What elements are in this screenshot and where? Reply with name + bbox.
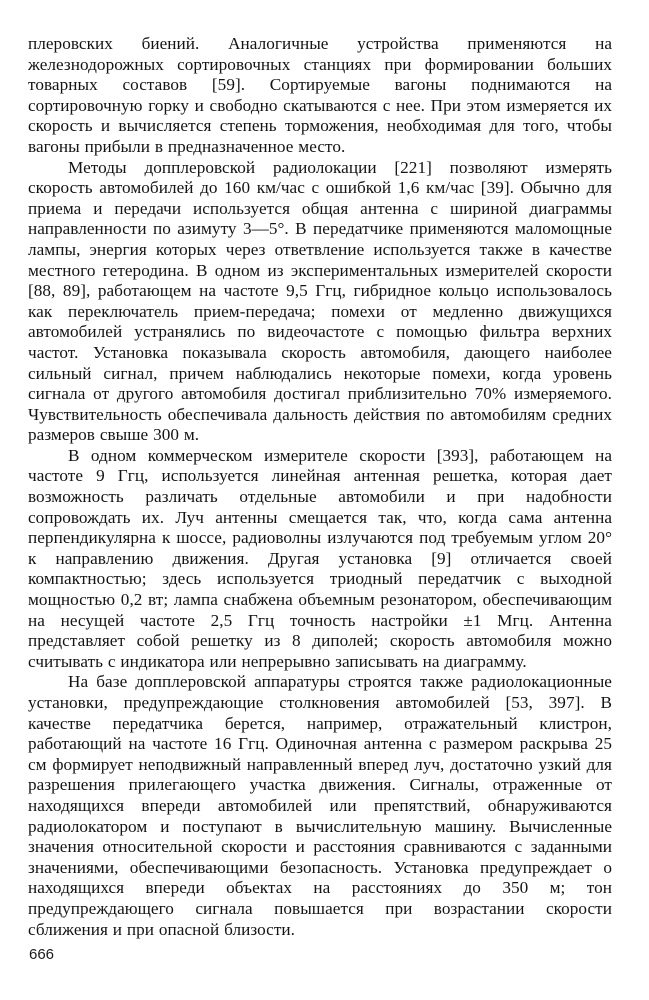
page-number: 666 <box>29 946 55 963</box>
paragraph-doppler-methods: Методы допплеровской радиолокации [221] позволяют измерять скорость автомобилей до 160 км/час с ошибкой 1,6 км/час [39]. Обычно для приема и передачи используется общая антенна с шириной диаграммы направленности по азимуту 3—5°. В передатчике применяются маломощные лампы, энергия которых через ответвление используется также в качестве местного гетеродина. В одном из экспериментальных измерителей скорости [88, 89], работающем на частоте 9,5 Ггц, гибридное кольцо использовалось как переключатель прием-передача; помехи от медленно движущихся автомобилей устранялись по видеочастоте с помощью фильтра верхних частот. Установка показывала скорость автомобиля, дающего наиболее сильный сигнал, причем наблюдались некоторые помехи, когда уровень сигнала от другого автомобиля достигал приблизительно 70% измеряемого. Чувствительность обеспечивала дальность действия по автомобилям средних размеров свыше 300 м. <box>28 157 612 445</box>
paragraph-commercial-meter: В одном коммерческом измерителе скорости [393], работающем на частоте 9 Ггц, используется линейная антенная решетка, которая дает возможность различать отдельные автомобили и при надобности сопровождать их. Луч антенны смещается так, что, когда сама антенна перпендикулярна к шоссе, радиоволны излучаются под требуемым углом 20° к направлению движения. Другая установка [9] отличается своей компактностью; здесь используется триодный передатчик с выходной мощностью 0,2 вт; лампа снабжена объемным резонатором, обеспечивающим на несущей частоте 2,5 Ггц точность настройки ±1 Мгц. Антенна представляет собой решетку из 8 диполей; скорость автомобиля можно считывать с индикатора или непрерывно записывать на диаграмму. <box>28 445 612 671</box>
page-body <box>28 34 612 940</box>
paragraph-collision-warning: На базе допплеровской аппаратуры строятся также радиолокационные установки, предупреждающие столкновения автомобилей [53, 397]. В качестве передатчика берется, например, отражательный клистрон, работающий на частоте 16 Ггц. Одиночная антенна с размером раскрыва 25 см формирует неподвижный направленный вперед луч, достаточно узкий для разрешения прилегающего участка движения. Сигналы, отраженные от находящихся впереди автомобилей или препятствий, обнаруживаются радиолокатором и поступают в вычислительную машину. Вычисленные значения относительной скорости и расстояния сравниваются с заданными значениями, обеспечивающими безопасность. Установка предупреждает о находящихся впереди объектах на расстояниях до 350 м; тон предупреждающего сигнала повышается при возрастании скорости сближения и при опасной близости. <box>28 672 612 939</box>
paragraph-continuation: плеровских биений. Аналогичные устройства применяются на железнодорожных сортировочных станциях при формировании больших товарных составов [59]. Сортируемые вагоны поднимаются на сортировочную горку и свободно скатываются с нее. При этом измеряется их скорость и вычисляется степень торможения, необходимая для того, чтобы вагоны прибыли в предназначенное место. <box>28 34 612 156</box>
